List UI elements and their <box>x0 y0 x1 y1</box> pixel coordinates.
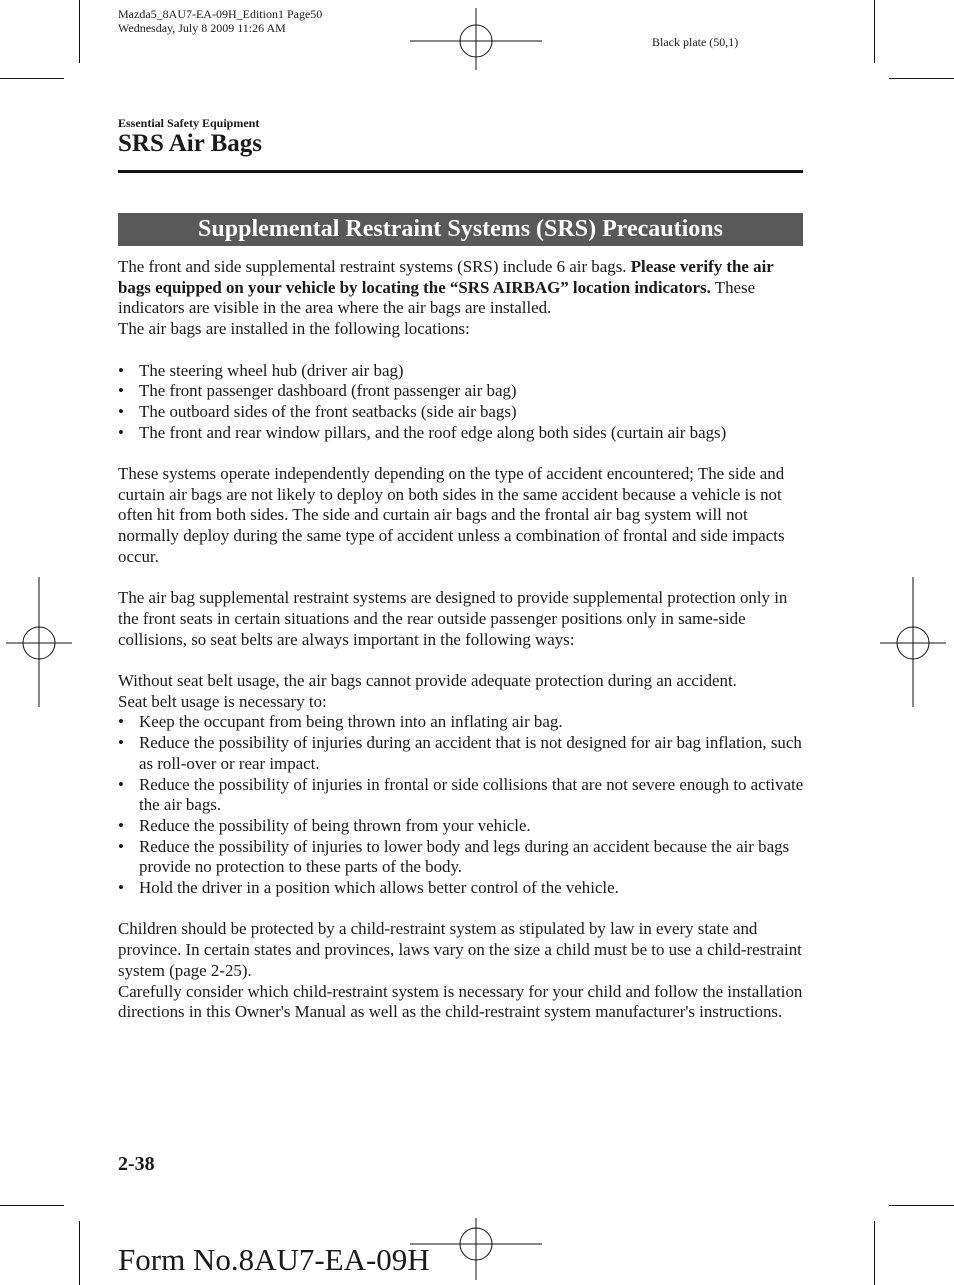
without-belt-paragraph: Without seat belt usage, the air bags cannot provide adequate protection during an accident. <box>118 671 737 690</box>
reasons-list <box>118 712 804 898</box>
page-number: 2-38 <box>118 1153 155 1175</box>
precautions-banner: Supplemental Restraint Systems (SRS) Precautions <box>118 213 803 246</box>
crop-mark <box>874 1221 875 1285</box>
bullet: • <box>118 401 124 421</box>
list-item: • The steering wheel hub (driver air bag) <box>118 360 404 380</box>
section-rule <box>118 170 803 173</box>
crop-mark <box>0 78 64 79</box>
bullet: • <box>118 836 124 856</box>
print-date-line: Wednesday, July 8 2009 11:26 AM <box>118 21 286 35</box>
list-item: • The front passenger dashboard (front passenger air bag) <box>118 381 517 401</box>
form-number: Form No.8AU7-EA-09H <box>118 1242 430 1277</box>
independent-paragraph: These systems operate independently depending on the type of accident encountered; The side and curtain air bags are not likely to deploy on both sides in the same accident because a vehicle is not often hit from both sides. The side and curtain air bags and the frontal air bag system will not normally deploy during the same type of accident unless a combination of frontal and side impacts occur. <box>118 464 785 566</box>
bullet: • <box>118 878 124 898</box>
bullet: • <box>118 422 124 442</box>
bullet: • <box>118 712 124 732</box>
crop-mark <box>0 1205 64 1206</box>
list-item: • Reduce the possibility of injuries to lower body and legs during an accident because the air bags provide no protection to these parts of the body. <box>118 836 790 877</box>
list-item: • The outboard sides of the front seatbacks (side air bags) <box>118 401 517 421</box>
print-file-line: Mazda5_8AU7-EA-09H_Edition1 Page50 <box>118 7 323 21</box>
plate-label: Black plate (50,1) <box>652 35 739 49</box>
belt-necessary-line: Seat belt usage is necessary to: <box>118 691 327 711</box>
intro-paragraph: The front and side supplemental restraint systems (SRS) include 6 air bags. Please verify the air bags equipped on your vehicle by locating the “SRS AIRBAG” location indicators. These indicators are visible in the area where the air bags are installed. <box>118 257 774 318</box>
intro-line2: The air bags are installed in the following locations: <box>118 319 470 339</box>
crop-mark <box>79 1221 80 1285</box>
list-item: • Reduce the possibility of injuries in frontal or side collisions that are not severe enough to activate the air bags. <box>118 774 804 815</box>
crop-mark <box>889 1205 954 1206</box>
carefully-paragraph: Carefully consider which child-restraint system is necessary for your child and follow the installation directions in this Owner's Manual as well as the child-restraint system manufacturer's instructions. <box>118 981 803 1022</box>
registration-mark-top <box>410 8 542 70</box>
list-item: • Hold the driver in a position which allows better control of the vehicle. <box>118 878 619 898</box>
registration-mark-bottom <box>410 1218 542 1280</box>
bullet: • <box>118 381 124 401</box>
registration-mark-right <box>880 577 946 707</box>
bullet: • <box>118 815 124 835</box>
list-item: • Reduce the possibility of being thrown from your vehicle. <box>118 815 531 835</box>
print-header <box>118 7 322 35</box>
supplemental-paragraph: The air bag supplemental restraint systems are designed to provide supplemental protection only in the front seats in certain situations and the rear outside passenger positions only in same-side collisions, so seat belts are always important in the following ways: <box>118 588 788 649</box>
crop-mark <box>874 0 875 63</box>
crop-mark <box>889 78 954 79</box>
list-item: • The front and rear window pillars, and the roof edge along both sides (curtain air bags) <box>118 422 727 442</box>
intro-bold-text: Please verify the air bags equipped on your vehicle by locating the “SRS AIRBAG” location indicators. <box>118 257 774 297</box>
bullet: • <box>118 774 124 794</box>
location-list <box>118 361 804 444</box>
body-content <box>118 257 804 1023</box>
list-item: • Keep the occupant from being thrown into an inflating air bag. <box>118 712 563 732</box>
children-paragraph: Children should be protected by a child-restraint system as stipulated by law in every state and province. In certain states and provinces, laws vary on the size a child must be to use a child-restraint system (page 2-25). <box>118 919 802 980</box>
section-label: Essential Safety Equipment <box>118 116 260 130</box>
bullet: • <box>118 360 124 380</box>
crop-mark <box>79 0 80 63</box>
registration-mark-left <box>6 577 72 707</box>
list-item: • Reduce the possibility of injuries during an accident that is not designed for air bag inflation, such as roll-over or rear impact. <box>118 733 802 773</box>
bullet: • <box>118 733 124 753</box>
section-title: SRS Air Bags <box>118 130 263 157</box>
